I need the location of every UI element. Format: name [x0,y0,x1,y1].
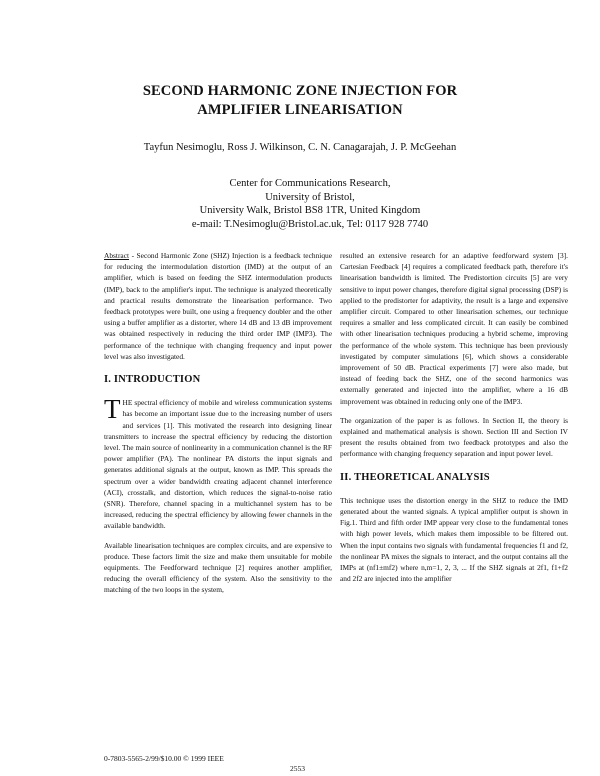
title-line-2: AMPLIFIER LINEARISATION [197,102,403,118]
body-paragraph-3: This technique uses the distortion energy in the SHZ to reduce the IMD generated about the wanted signals. A typical amplifier output is shown in Fig.1. Third and fifth order IMP appear very close to the fundamental tones with high power levels, which makes them impossible to be filtered out. When the input contains two signals with fundamental frequencies f1 and f2, the nonlinear PA mixes the signals to interact, and the output contains all the IMPs at (nf1±mf2) where n,m=1, 2, 3, ... If the SHZ signals at 2f1, f1+f2 and 2f2 are injected into the amplifier [340,495,568,584]
intro-text-1: HE spectral efficiency of mobile and wireless communication systems has become an important issue due to the increasing number of users and services [1]. This motivated the research into designing linear transmitters to increase the spectral efficiency by reducing the distortion level. The main source of nonlinearity in a communication channel is the RF power amplifier (PA). The nonlinear PA distorts the input signals and generates additional signals at the output, known as IMP. This spreads the spectrum over a wider bandwidth creating adjacent channel interference (ACI), crosstalk, and distortion, which reduces the signal-to-noise ratio (SNR). Therefore, channel spacing in a multichannel system has to be increased, reducing the spectral efficiency by allowing fewer channels in the available bandwidth. [104,398,332,531]
body-paragraph-1: resulted an extensive research for an adaptive feedforward system [3]. Cartesian Feedback [4] requires a complicated feedback path, therefore it's linearisation bandwidth is limited. The Predistortion circuits [5] are very sensitive to input power changes, therefore digital signal processing (DSP) is applied to the predistorter for adaptivity, the result is a large and expensive amplifier circuit. Compared to other linearisation schemes, our technique requires a smaller and less complicated circuit. It can easily be combined with other linearisation techniques producing a hybrid scheme, improving the performance of the whole system. This technique has been previously investigated by computer simulations [6], which shows a considerable improvement of 50 dB. Practical experiments [7] were also made, but instead of feeding back the SHZ, one of the second harmonics was externally generated and injected into the amplifier, where a 16 dB improvement was obtained in reducing only one of the IMP3. [340,251,568,406]
paper-title [60,82,540,120]
intro-paragraph-2: Available linearisation techniques are complex circuits, and are expensive to produce. These factors limit the size and make them unsuitable for mobile equipments. The Feedforward technique [2] requires another amplifier, reducing the overall efficiency of the system. Also the sensitivity to the matching of the two loops in the system, [104,540,332,595]
contact-line: e-mail: T.Nesimoglu@Bristol.ac.uk, Tel: 0117 928 7740 [191,218,429,230]
affiliation-line: University Walk, Bristol BS8 1TR, United Kingdom [199,205,421,216]
affiliation-block [160,177,460,231]
abstract-text: - Second Harmonic Zone (SHZ) Injection is a feedback technique for reducing the intermodulation distortion (IMD) at the output of an amplifier, which is based on feeding the SHZ intermodulation products (IMP), back to the amplifier's input. The technique is analyzed theoretically and practical results demonstrate the linearisation performance. Two feedback prototypes were built, one using a frequency doubler and the other using a buffer amplifier as a distorter, where 14 dB and 13 dB improvement was obtained respectively in reducing the third order IMP (IMP3). The performance of the technique with changing frequency and input power level was also investigated. [104,251,332,361]
affiliation-line: University of Bristol, [265,191,355,203]
section-heading-theoretical-analysis: II. THEORETICAL ANALYSIS [340,471,490,483]
affiliation-line: Center for Communications Research, [229,178,391,189]
copyright-line: 0-7803-5565-2/99/$10.00 © 1999 IEEE [104,754,224,763]
page-number: 2553 [290,764,305,773]
section-heading-introduction: I. INTRODUCTION [104,374,201,386]
body-paragraph-2: The organization of the paper is as follows. In Section II, the theory is explained and mathematical analysis is shown. Section III and Section IV present the results obtained from two feedback prototypes and also the performance with changing frequency separation and input power level. [340,415,568,459]
abstract-paragraph [104,250,332,362]
left-column [104,250,332,604]
intro-paragraph-1 [104,394,332,531]
title-line-1: SECOND HARMONIC ZONE INJECTION FOR [142,83,458,99]
author-list: Tayfun Nesimoglu, Ross J. Wilkinson, C. N. Canagarajah, J. P. McGeehan [143,142,457,153]
right-column [340,250,568,592]
drop-cap: T [104,394,121,425]
abstract-label: Abstract [104,251,130,260]
